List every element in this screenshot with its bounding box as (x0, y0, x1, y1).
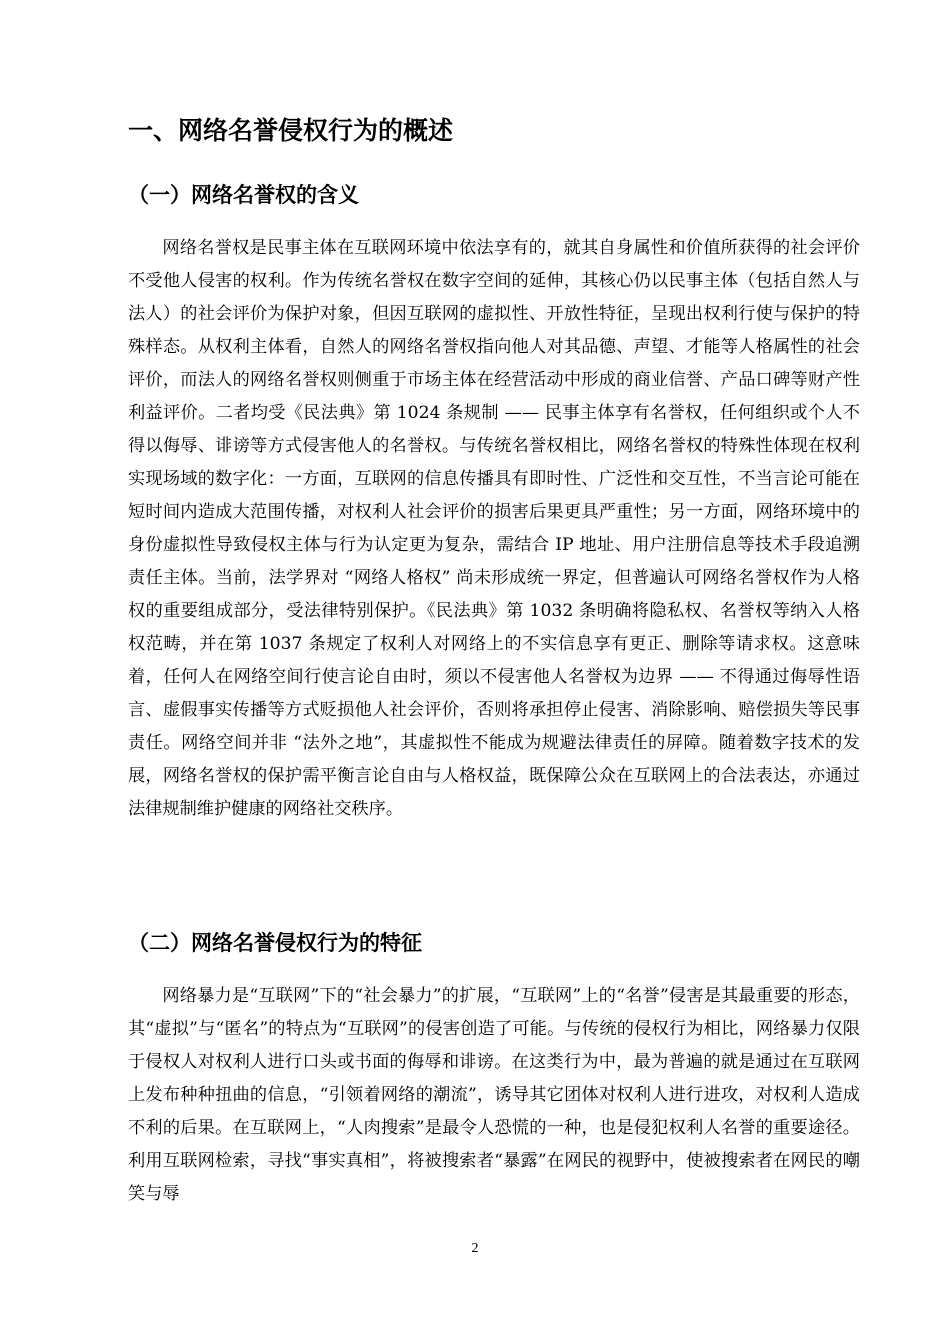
section-heading-2: （二）网络名誉侵权行为的特征 (128, 931, 422, 955)
section-heading-1: （一）网络名誉权的含义 (128, 183, 359, 207)
section-1-paragraph: 网络名誉权是民事主体在互联网环境中依法享有的，就其自身属性和价值所获得的社会评价不受他人侵害的权利。作为传统名誉权在数字空间的延伸，其核心仍以民事主体（包括自然人与法人）的社会评价为保护对象，但因互联网的虚拟性、开放性特征，呈现出权利行使与保护的特殊样态。从权利主体看，自然人的网络名誉权指向他人对其品德、声望、才能等人格属性的社会评价，而法人的网络名誉权则侧重于市场主体在经营活动中形成的商业信誉、产品口碑等财产性利益评价。二者均受《民法典》第 1024 条规制 —— 民事主体享有名誉权，任何组织或个人不得以侮辱、诽谤等方式侵害他人的名誉权。与传统名誉权相比，网络名誉权的特殊性体现在权利实现场域的数字化：一方面，互联网的信息传播具有即时性、广泛性和交互性，不当言论可能在短时间内造成大范围传播，对权利人社会评价的损害后果更具严重性；另一方面，网络环境中的身份虚拟性导致侵权主体与行为认定更为复杂，需结合 IP 地址、用户注册信息等技术手段追溯责任主体。当前，法学界对 “网络人格权” 尚未形成统一界定，但普遍认可网络名誉权作为人格权的重要组成部分，受法律特别保护。《民法典》第 1032 条明确将隐私权、名誉权等纳入人格权范畴，并在第 1037 条规定了权利人对网络上的不实信息享有更正、删除等请求权。这意味着，任何人在网络空间行使言论自由时，须以不侵害他人名誉权为边界 —— 不得通过侮辱性语言、虚假事实传播等方式贬损他人社会评价，否则将承担停止侵害、消除影响、赔偿损失等民事责任。网络空间并非 “法外之地”，其虚拟性不能成为规避法律责任的屏障。随着数字技术的发展，网络名誉权的保护需平衡言论自由与人格权益，既保障公众在互联网上的合法表达，亦通过法律规制维护健康的网络社交秩序。 (128, 238, 860, 819)
section-2-paragraph: 网络暴力是“互联网”下的“社会暴力”的扩展，“互联网”上的“名誉”侵害是其最重要的形态，其“虚拟”与“匿名”的特点为“互联网”的侵害创造了可能。与传统的侵权行为相比，网络暴力仅限于侵权人对权利人进行口头或书面的侮辱和诽谤。在这类行为中，最为普遍的就是通过在互联网上发布种种扭曲的信息，“引领着网络的潮流”，诱导其它团体对权利人进行进攻，对权利人造成不利的后果。在互联网上，“人肉搜索”是最令人恐慌的一种，也是侵犯权利人名誉的重要途径。利用互联网检索，寻找“事实真相”，将被搜索者“暴露”在网民的视野中，使被搜索者在网民的嘲笑与辱 (128, 986, 860, 1204)
page-number: 2 (471, 1241, 479, 1256)
chapter-title: 一、网络名誉侵权行为的概述 (128, 116, 454, 145)
